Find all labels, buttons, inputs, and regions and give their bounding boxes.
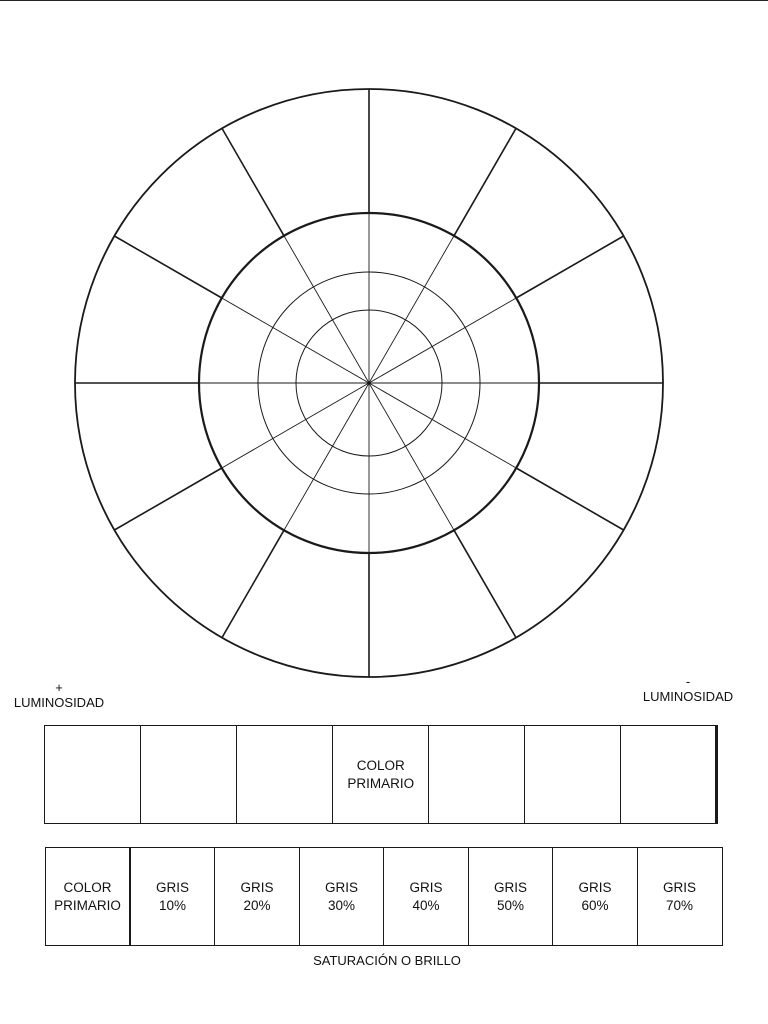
luminosity-scale: [44, 725, 718, 824]
primary-color-label-line2: PRIMARIO: [347, 775, 415, 791]
luminosity-cell-primary[interactable]: [332, 725, 430, 824]
saturation-cell-gray-50[interactable]: [468, 847, 554, 946]
saturation-cell-gray-40[interactable]: [383, 847, 469, 946]
saturation-cell-line2: PRIMARIO: [54, 897, 121, 913]
saturation-cell-gray-10[interactable]: [130, 847, 216, 946]
plus-sign: +: [55, 680, 63, 695]
luminosity-cell-7[interactable]: [620, 725, 718, 824]
saturation-cell-gray-20[interactable]: [214, 847, 300, 946]
luminosity-cell-5[interactable]: [428, 725, 526, 824]
saturation-cell-line1: GRIS: [155, 879, 189, 895]
luminosity-minus-text: LUMINOSIDAD: [642, 689, 734, 704]
saturation-cell-line1: GRIS: [409, 879, 443, 895]
saturation-cell-line1: COLOR: [63, 879, 112, 895]
luminosity-cell-1[interactable]: [44, 725, 142, 824]
saturation-cell-line2: 60%: [581, 897, 609, 913]
luminosity-cell-6[interactable]: [524, 725, 622, 824]
luminosity-plus-label: [4, 680, 114, 710]
saturation-cell-gray-70[interactable]: [637, 847, 723, 946]
luminosity-minus-label: [630, 674, 746, 704]
saturation-cell-line2: 30%: [327, 897, 356, 913]
saturation-cell-gray-30[interactable]: [299, 847, 385, 946]
saturation-cell-line2: 40%: [412, 897, 440, 913]
saturation-caption: SATURACIÓN O BRILLO: [313, 953, 461, 968]
luminosity-plus-text: LUMINOSIDAD: [13, 695, 105, 710]
saturation-cell-line2: 10%: [158, 897, 187, 913]
saturation-cell-line1: GRIS: [240, 879, 274, 895]
saturation-cell-line1: GRIS: [324, 879, 358, 895]
primary-color-label: COLOR: [356, 757, 405, 773]
saturation-cell-gray-60[interactable]: [552, 847, 638, 946]
saturation-cell-line2: 20%: [243, 897, 271, 913]
saturation-cell-line2: 70%: [665, 897, 694, 913]
saturation-cell-line1: GRIS: [493, 879, 527, 895]
saturation-cell-primary[interactable]: [45, 847, 131, 946]
saturation-cell-line1: GRIS: [578, 879, 612, 895]
saturation-cell-line1: GRIS: [662, 879, 696, 895]
saturation-cell-line2: 50%: [496, 897, 525, 913]
luminosity-cell-2[interactable]: [140, 725, 238, 824]
luminosity-cell-3[interactable]: [236, 725, 334, 824]
minus-sign: -: [685, 674, 691, 689]
saturation-scale: [45, 847, 723, 946]
